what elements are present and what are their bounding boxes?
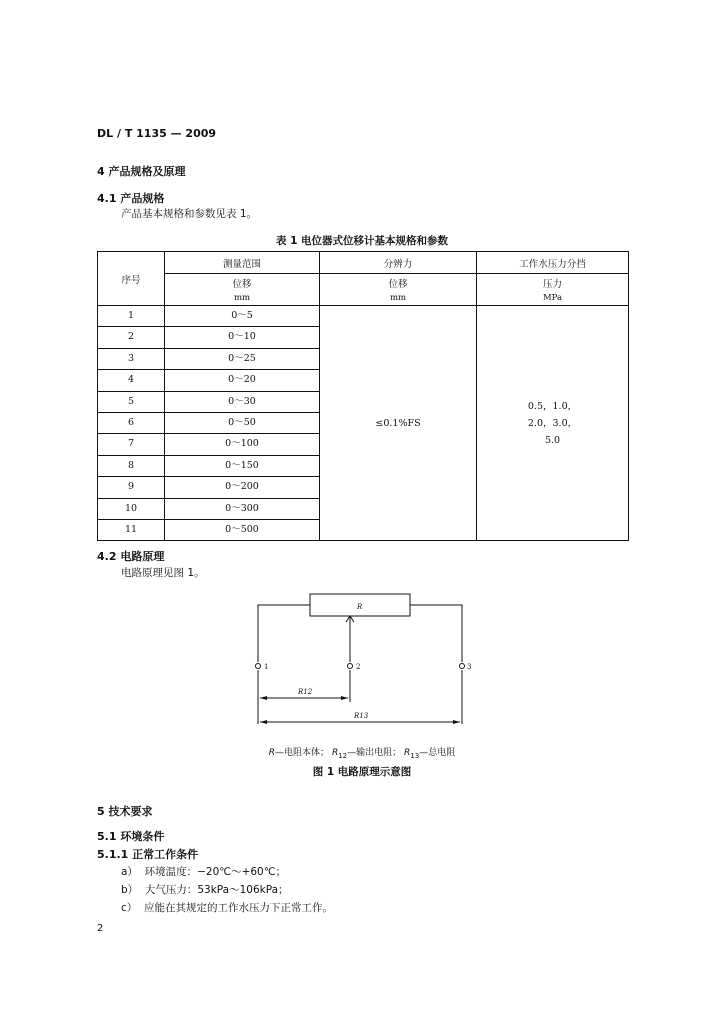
terminal-3-label: 3 (467, 663, 472, 671)
cell-index: 6 (98, 413, 165, 434)
cell-index: 1 (98, 306, 165, 327)
terminal-3 (460, 664, 465, 669)
header-index: 序号 (98, 252, 165, 306)
cell-range: 0～150 (165, 455, 320, 476)
cell-index: 10 (98, 498, 165, 519)
section-4-2-text: 电路原理见图 1。 (121, 567, 205, 579)
subheader-resolution: 位移 mm (320, 274, 477, 306)
list-item: c） 应能在其规定的工作水压力下正常工作。 (121, 902, 333, 914)
cell-range: 0～30 (165, 391, 320, 412)
pressure-line: 5.0 (544, 434, 561, 446)
pressure-line: 2.0，3.0， (527, 417, 578, 429)
cell-index: 11 (98, 520, 165, 541)
list-item: b） 大气压力：53kPa～106kPa； (121, 884, 289, 896)
cell-index: 3 (98, 348, 165, 369)
terminal-1-label: 1 (264, 663, 269, 671)
terminal-2-label: 2 (356, 663, 361, 671)
cell-index: 9 (98, 477, 165, 498)
cell-range: 0～5 (165, 306, 320, 327)
wire-left (258, 605, 310, 662)
section-5-1-title: 5.1 环境条件 (97, 830, 165, 843)
document-header: DL / T 1135 — 2009 (97, 127, 217, 140)
header-pressure: 工作水压力分挡 (477, 252, 629, 274)
figure-caption: 图 1 电路原理示意图 (312, 766, 412, 778)
cell-index: 4 (98, 370, 165, 391)
r13-label: R13 (354, 712, 369, 720)
cell-index: 2 (98, 327, 165, 348)
section-4-2-title: 4.2 电路原理 (97, 550, 165, 563)
cell-pressure (477, 306, 629, 541)
section-5-1-1-title: 5.1.1 正常工作条件 (97, 848, 199, 861)
cell-range: 0～100 (165, 434, 320, 455)
subheader-pressure: 压力 MPa (477, 274, 629, 306)
spec-table (97, 251, 629, 541)
circuit-diagram (240, 592, 480, 727)
cell-range: 0～10 (165, 327, 320, 348)
figure-legend: R—电阻本体； $R_{12}—$输出电阻； $R_{13}—$总电阻 (268, 748, 456, 760)
header-range: 测量范围 (165, 252, 320, 274)
cell-range: 0～500 (165, 520, 320, 541)
r12-label: R12 (298, 688, 313, 696)
section-4-1-text: 产品基本规格和参数见表 1。 (121, 208, 258, 220)
table-row (98, 306, 629, 327)
list-item: a） 环境温度：−20℃～+60℃； (121, 866, 287, 878)
cell-range: 0～20 (165, 370, 320, 391)
wire-right (410, 605, 462, 662)
cell-range: 0～25 (165, 348, 320, 369)
table-caption: 表 1 电位器式位移计基本规格和参数 (275, 235, 449, 247)
section-4-title: 4 产品规格及原理 (97, 165, 186, 178)
header-resolution: 分辨力 (320, 252, 477, 274)
terminal-2 (348, 664, 353, 669)
section-4-1-title: 4.1 产品规格 (97, 192, 165, 205)
section-5-title: 5 技术要求 (97, 805, 153, 818)
subheader-range: 位移 mm (165, 274, 320, 306)
cell-index: 5 (98, 391, 165, 412)
cell-range: 0～300 (165, 498, 320, 519)
cell-index: 8 (98, 455, 165, 476)
resistor-label: R (357, 603, 363, 611)
cell-range: 0～200 (165, 477, 320, 498)
cell-range: 0～50 (165, 413, 320, 434)
cell-resolution: ≤0.1%FS (320, 306, 477, 541)
pressure-line: 0.5，1.0， (527, 400, 578, 412)
cell-index: 7 (98, 434, 165, 455)
page-number: 2 (97, 923, 104, 934)
terminal-1 (256, 664, 261, 669)
